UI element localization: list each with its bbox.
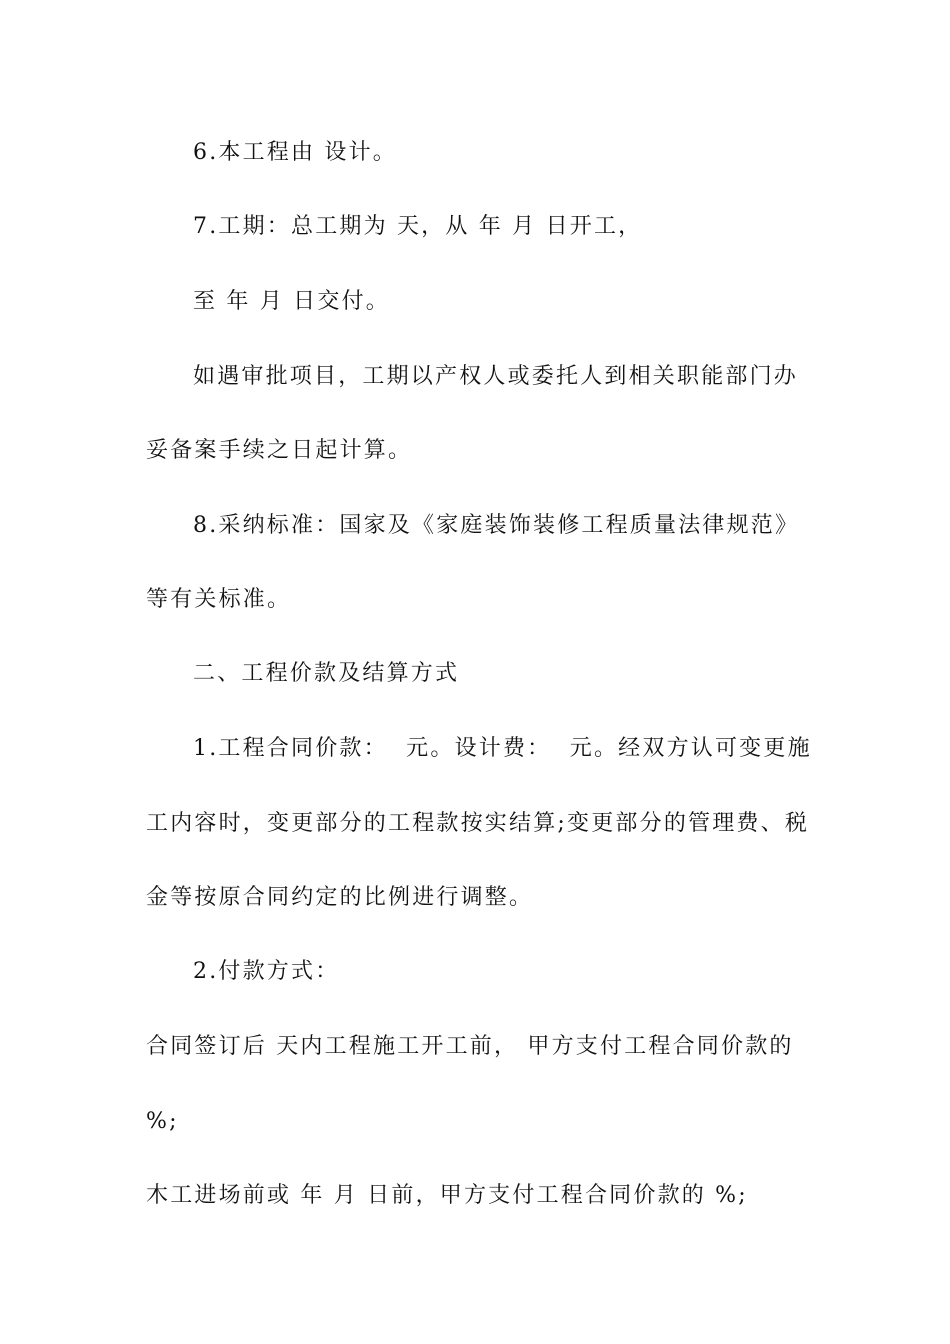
payment-item-1-line-2: %; bbox=[146, 1109, 179, 1134]
price-clause-line-3: 金等按原合同约定的比例进行调整。 bbox=[146, 885, 534, 910]
approval-note-line-1: 如遇审批项目，工期以产权人或委托人到相关职能部门办 bbox=[193, 364, 799, 389]
payment-item-1-line-1: 合同签订后 天内工程施工开工前， 甲方支付工程合同价款的 bbox=[146, 1034, 794, 1059]
payment-item-2: 木工进场前或 年 月 日前，甲方支付工程合同价款的 %; bbox=[146, 1183, 748, 1208]
clause-7-schedule: 7.工期：总工期为 天，从 年 月 日开工， bbox=[193, 214, 643, 239]
payment-method-heading: 2.付款方式： bbox=[193, 959, 340, 984]
section-heading-price-settlement: 二、工程价款及结算方式 bbox=[193, 661, 460, 686]
clause-8-standards-line-2: 等有关标准。 bbox=[146, 587, 292, 612]
price-clause-line-1: 1.工程合同价款： 元。设计费： 元。经双方认可变更施 bbox=[193, 736, 812, 761]
clause-6-design: 6.本工程由 设计。 bbox=[193, 140, 397, 165]
clause-7-delivery: 至 年 月 日交付。 bbox=[193, 289, 390, 314]
price-clause-line-2: 工内容时，变更部分的工程款按实结算;变更部分的管理费、税 bbox=[146, 811, 810, 836]
clause-8-standards-line-1: 8.采纳标准：国家及《家庭装饰装修工程质量法律规范》 bbox=[193, 513, 800, 538]
approval-note-line-2: 妥备案手续之日起计算。 bbox=[146, 438, 413, 463]
